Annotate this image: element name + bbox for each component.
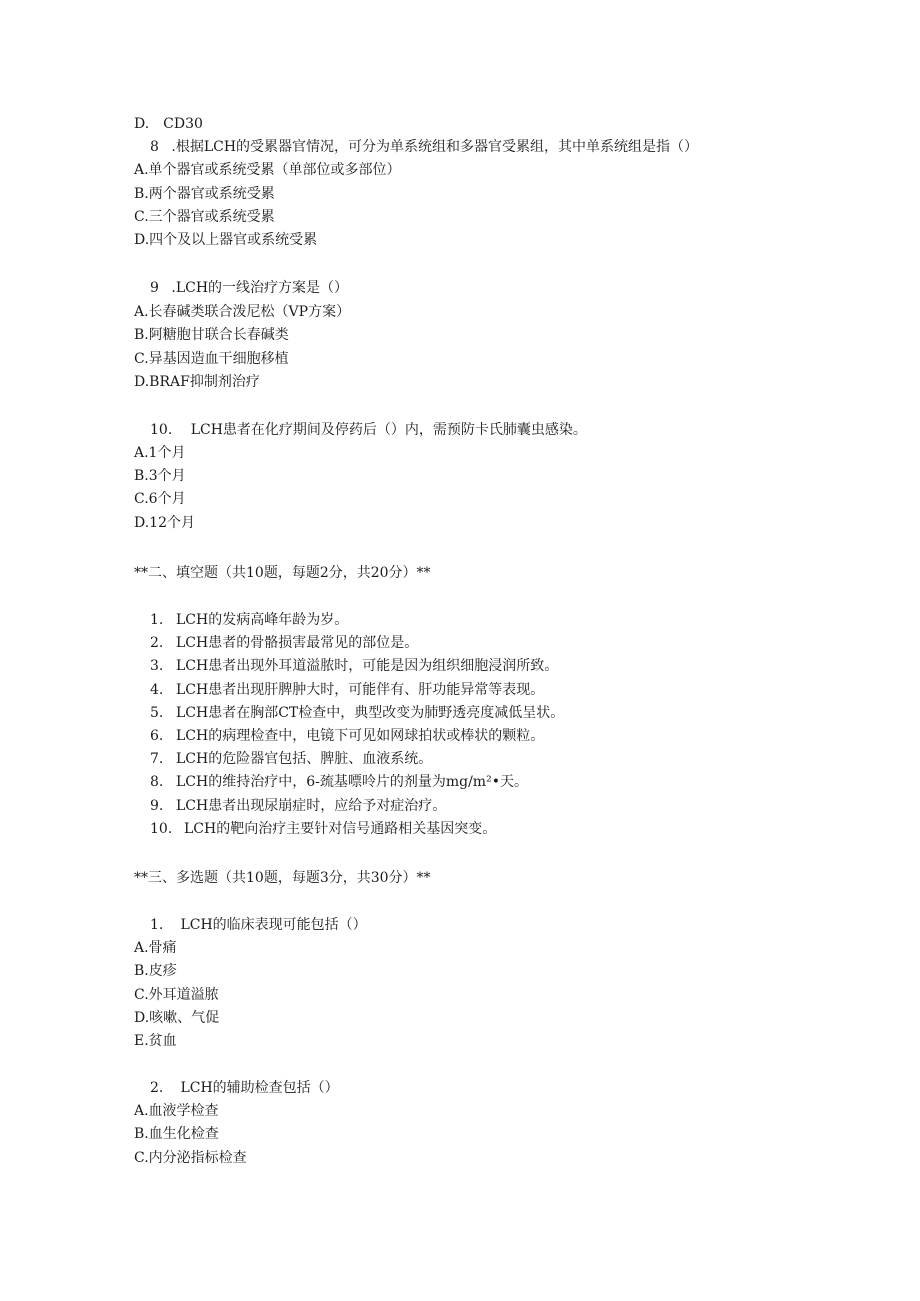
section-2-title: **二、填空题（共10题，每题2分，共20分）** [134,565,431,581]
item-text: LCH患者的骨骼损害最常见的部位是。 [176,635,419,651]
fill-item-8 [150,772,528,792]
question-number: 2. [150,1080,164,1096]
q10-option-c: C.6个月 [134,491,186,507]
question-10 [150,420,587,440]
q9-option-b: B.阿糖胞甘联合长春碱类 [134,327,289,343]
item-text: LCH的靶向治疗主要针对信号通路相关基因突变。 [184,821,497,837]
question-8 [150,137,698,157]
mq2-option-a: A.血液学检查 [134,1103,219,1119]
question-text: LCH的辅助检查包括（） [180,1080,339,1096]
item-text: LCH的病理检查中，电镜下可见如网球拍状或棒状的颗粒。 [176,728,545,744]
item-text: LCH的发病高峰年龄为岁。 [176,612,349,628]
item-text: LCH患者出现外耳道溢脓时，可能是因为组织细胞浸润所致。 [176,658,559,674]
question-number: 9 [150,280,159,296]
q9-option-c: C.异基因造血干细胞移植 [134,351,289,367]
item-number: 3. [150,658,164,674]
q8-option-c: C.三个器官或系统受累 [134,209,275,225]
q10-option-b: B.3个月 [134,468,186,484]
fill-item-7 [150,749,432,769]
fill-item-10 [150,819,496,839]
question-number: 1. [150,917,164,933]
item-text: LCH患者在胸部CT检查中，典型改变为肺野透亮度减低呈状。 [176,705,565,721]
item-number: 1. [150,612,164,628]
item-text: LCH的危险器官包括、脾脏、血液系统。 [176,751,433,767]
question-text: LCH患者在化疗期间及停药后（）内，需预防卡氏肺囊虫感染。 [190,422,587,438]
q8-option-a: A.单个器官或系统受累（单部位或多部位） [134,162,401,178]
fill-item-4 [150,680,544,700]
q8-option-b: B.两个器官或系统受累 [134,186,275,202]
section-3-title: **三、多选题（共10题，每题3分，共30分）** [134,870,431,886]
mq1-option-a: A.骨痛 [134,940,177,956]
multi-question-2 [150,1078,339,1098]
fill-item-2 [150,633,418,653]
question-number: 8 [150,139,159,155]
question-9 [150,278,348,298]
question-text: .根据LCH的受累器官情况，可分为单系统组和多器官受累组，其中单系统组是指（） [171,139,699,155]
item-number: 10. [150,821,173,837]
q8-option-d: D.四个及以上器官或系统受累 [134,232,318,248]
mq2-option-b: B.血生化检查 [134,1126,219,1142]
prev-option-d: D. CD30 [134,116,203,132]
question-number: 10. [150,422,173,438]
item-text: LCH的维持治疗中，6-巯基嘌呤片的剂量为mg/m²•天。 [176,774,528,790]
mq1-option-c: C.外耳道溢脓 [134,987,219,1003]
question-text: LCH的临床表现可能包括（） [180,917,367,933]
fill-item-6 [150,726,544,746]
item-number: 2. [150,635,164,651]
item-text: LCH患者出现尿崩症时，应给予对症治疗。 [176,798,447,814]
mq1-option-e: E.贫血 [134,1033,177,1049]
q9-option-d: D.BRAF抑制剂治疗 [134,374,260,390]
q10-option-d: D.12个月 [134,515,195,531]
q10-option-a: A.1个月 [134,445,186,461]
multi-question-1 [150,915,367,935]
item-number: 7. [150,751,164,767]
item-number: 5. [150,705,164,721]
fill-item-1 [150,610,348,630]
mq1-option-b: B.皮疹 [134,963,177,979]
fill-item-9 [150,796,446,816]
item-number: 4. [150,682,164,698]
item-number: 6. [150,728,164,744]
question-text: .LCH的一线治疗方案是（） [171,280,349,296]
mq1-option-d: D.咳嗽、气促 [134,1010,220,1026]
item-text: LCH患者出现肝脾肿大时，可能伴有、肝功能异常等表现。 [176,682,545,698]
mq2-option-c: C.内分泌指标检查 [134,1150,247,1166]
fill-item-5 [150,703,564,723]
fill-item-3 [150,656,558,676]
q9-option-a: A.长春碱类联合泼尼松（VP方案） [134,304,351,320]
item-number: 9. [150,798,164,814]
item-number: 8. [150,774,164,790]
